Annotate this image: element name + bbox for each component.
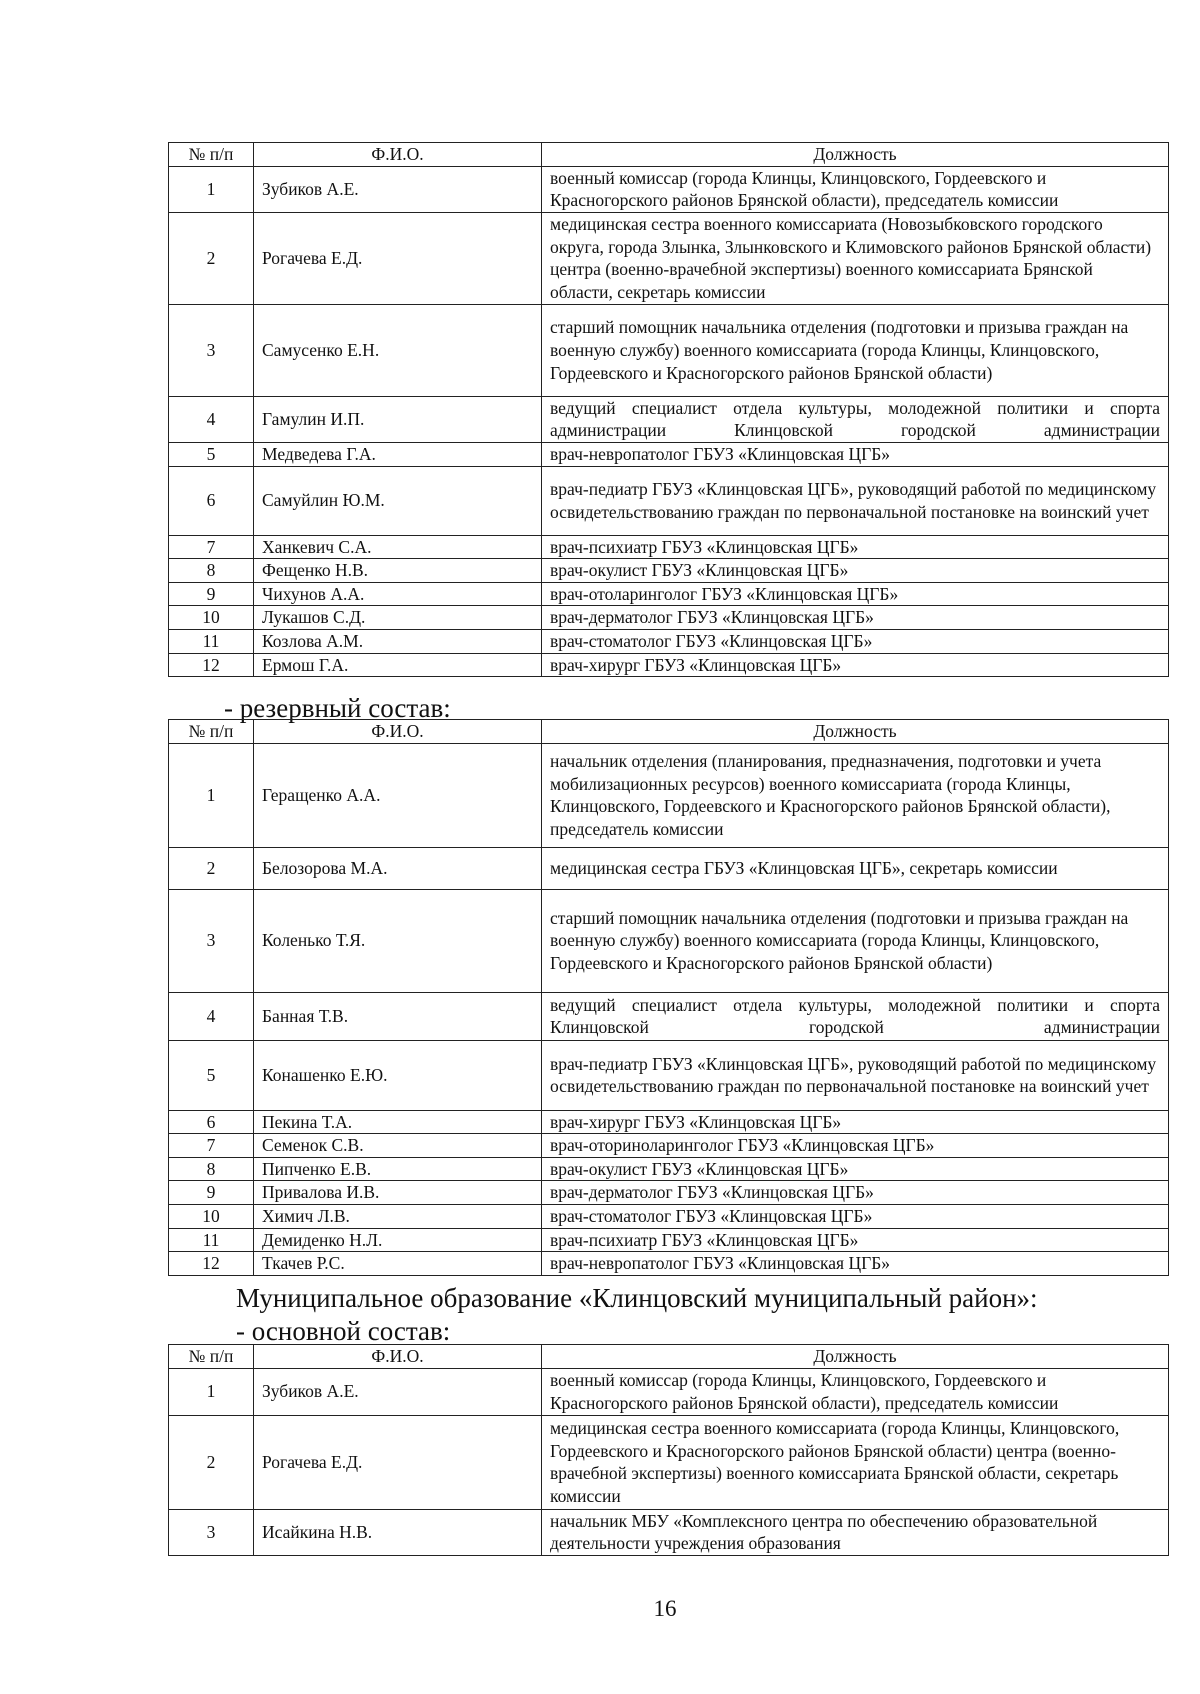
header-name: Ф.И.О. (254, 1345, 542, 1369)
row-num: 2 (169, 847, 254, 889)
header-name: Ф.И.О. (254, 143, 542, 167)
row-name: Гамулин И.П. (254, 396, 542, 442)
row-num: 6 (169, 1110, 254, 1134)
row-name: Зубиков А.Е. (254, 166, 542, 212)
row-position: врач-невропатолог ГБУЗ «Клинцовская ЦГБ» (542, 442, 1169, 466)
header-position: Должность (542, 143, 1169, 167)
row-name: Демиденко Н.Л. (254, 1228, 542, 1252)
row-num: 12 (169, 1252, 254, 1276)
row-position: врач-окулист ГБУЗ «Клинцовская ЦГБ» (542, 559, 1169, 583)
table-row (169, 1368, 1169, 1415)
header-position: Должность (542, 720, 1169, 744)
table-row (169, 1204, 1169, 1228)
table-row (169, 1228, 1169, 1252)
row-num: 1 (169, 1368, 254, 1415)
row-num: 11 (169, 1228, 254, 1252)
header-num: № п/п (169, 1345, 254, 1369)
commission-main-table (168, 142, 1169, 677)
table-row (169, 743, 1169, 847)
table-row (169, 535, 1169, 559)
table-row (169, 1252, 1169, 1276)
row-position: военный комиссар (города Клинцы, Клинцовского, Гордеевского и Красногорского районов Брянской области), председатель комиссии (542, 166, 1169, 212)
main-composition-heading: - основной состав: (236, 1316, 451, 1346)
municipality-heading: Муниципальное образование «Клинцовский муниципальный район»: (236, 1283, 1038, 1313)
row-position: врач-дерматолог ГБУЗ «Клинцовская ЦГБ» (542, 606, 1169, 630)
row-position: врач-хирург ГБУЗ «Клинцовская ЦГБ» (542, 1110, 1169, 1134)
table-row (169, 166, 1169, 212)
row-name: Исайкина Н.В. (254, 1509, 542, 1555)
row-name: Чихунов А.А. (254, 582, 542, 606)
row-num: 9 (169, 1181, 254, 1205)
row-num: 5 (169, 1040, 254, 1110)
row-position: начальник отделения (планирования, предназначения, подготовки и учета мобилизационных ресурсов) военного комиссариата (города Клинцы, Клинцовского, Гордеевского и Красногорского районов Брянской области), председатель комиссии (542, 743, 1169, 847)
row-position: военный комиссар (города Клинцы, Клинцовского, Гордеевского и Красногорского районов Брянской области), председатель комиссии (542, 1368, 1169, 1415)
row-name: Банная Т.В. (254, 992, 542, 1040)
table-row (169, 629, 1169, 653)
table-header-row (169, 1345, 1169, 1369)
row-num: 5 (169, 442, 254, 466)
table-row (169, 653, 1169, 677)
row-position: врач-стоматолог ГБУЗ «Клинцовская ЦГБ» (542, 629, 1169, 653)
row-name: Ермош Г.А. (254, 653, 542, 677)
row-name: Пипченко Е.В. (254, 1157, 542, 1181)
row-name: Самуйлин Ю.М. (254, 466, 542, 535)
table-row (169, 304, 1169, 396)
row-position: врач-психиатр ГБУЗ «Клинцовская ЦГБ» (542, 1228, 1169, 1252)
table-row (169, 442, 1169, 466)
row-position: врач-дерматолог ГБУЗ «Клинцовская ЦГБ» (542, 1181, 1169, 1205)
row-name: Самусенко Е.Н. (254, 304, 542, 396)
header-position: Должность (542, 1345, 1169, 1369)
row-name: Фещенко Н.В. (254, 559, 542, 583)
commission-reserve-table (168, 719, 1169, 1276)
header-name: Ф.И.О. (254, 720, 542, 744)
row-position: врач-окулист ГБУЗ «Клинцовская ЦГБ» (542, 1157, 1169, 1181)
table-row (169, 1509, 1169, 1555)
table-row (169, 606, 1169, 630)
row-position: врач-педиатр ГБУЗ «Клинцовская ЦГБ», руководящий работой по медицинскому освидетельствованию граждан по первоначальной постановке на воинский учет (542, 1040, 1169, 1110)
district-commission-table (168, 1344, 1169, 1556)
row-name: Пекина Т.А. (254, 1110, 542, 1134)
row-position: врач-невропатолог ГБУЗ «Клинцовская ЦГБ» (542, 1252, 1169, 1276)
row-name: Коленько Т.Я. (254, 889, 542, 992)
table-row (169, 1181, 1169, 1205)
table-row (169, 847, 1169, 889)
row-name: Конашенко Е.Ю. (254, 1040, 542, 1110)
row-name: Зубиков А.Е. (254, 1368, 542, 1415)
table-row (169, 212, 1169, 304)
row-position: врач-хирург ГБУЗ «Клинцовская ЦГБ» (542, 653, 1169, 677)
table-row (169, 582, 1169, 606)
row-position: старший помощник начальника отделения (подготовки и призыва граждан на военную службу) военного комиссариата (города Клинцы, Клинцовского, Гордеевского и Красногорского районов Брянской области) (542, 889, 1169, 992)
row-num: 8 (169, 1157, 254, 1181)
row-name: Козлова А.М. (254, 629, 542, 653)
row-num: 3 (169, 304, 254, 396)
row-position: начальник МБУ «Комплексного центра по обеспечению образовательной деятельности учреждения образования (542, 1509, 1169, 1555)
table-row (169, 466, 1169, 535)
row-name: Химич Л.В. (254, 1204, 542, 1228)
row-num: 3 (169, 1509, 254, 1555)
table-row (169, 889, 1169, 992)
row-position: ведущий специалист отдела культуры, молодежной политики и спорта Клинцовской городской администрации (542, 992, 1169, 1040)
row-position: медицинская сестра ГБУЗ «Клинцовская ЦГБ», секретарь комиссии (542, 847, 1169, 889)
row-name: Рогачева Е.Д. (254, 212, 542, 304)
table-row (169, 1134, 1169, 1158)
table-row (169, 1157, 1169, 1181)
row-num: 1 (169, 743, 254, 847)
table-row (169, 1415, 1169, 1509)
row-num: 2 (169, 212, 254, 304)
row-num: 6 (169, 466, 254, 535)
row-position: врач-оториноларинголог ГБУЗ «Клинцовская ЦГБ» (542, 1134, 1169, 1158)
row-name: Семенок С.В. (254, 1134, 542, 1158)
table-header-row (169, 720, 1169, 744)
row-name: Лукашов С.Д. (254, 606, 542, 630)
row-position: врач-стоматолог ГБУЗ «Клинцовская ЦГБ» (542, 1204, 1169, 1228)
row-num: 4 (169, 992, 254, 1040)
page-number: 16 (653, 1596, 677, 1621)
table-row (169, 396, 1169, 442)
row-name: Белозорова М.А. (254, 847, 542, 889)
row-position: медицинская сестра военного комиссариата (Новозыбковского городского округа, города Злынка, Злынковского и Климовского районов Брянской области) центра (военно-врачебной экспертизы) военного комиссариата Брянской области, секретарь комиссии (542, 212, 1169, 304)
reserve-composition-heading: - резервный состав: (224, 693, 451, 723)
row-position: ведущий специалист отдела культуры, молодежной политики и спорта администрации Клинцовской городской администрации (542, 396, 1169, 442)
row-name: Медведева Г.А. (254, 442, 542, 466)
header-num: № п/п (169, 720, 254, 744)
table-header-row (169, 143, 1169, 167)
row-num: 12 (169, 653, 254, 677)
table-row (169, 1110, 1169, 1134)
row-position: врач-психиатр ГБУЗ «Клинцовская ЦГБ» (542, 535, 1169, 559)
table-row (169, 992, 1169, 1040)
row-num: 3 (169, 889, 254, 992)
row-num: 10 (169, 1204, 254, 1228)
row-name: Ткачев Р.С. (254, 1252, 542, 1276)
row-num: 8 (169, 559, 254, 583)
table-row (169, 559, 1169, 583)
row-num: 10 (169, 606, 254, 630)
row-position: врач-педиатр ГБУЗ «Клинцовская ЦГБ», руководящий работой по медицинскому освидетельствованию граждан по первоначальной постановке на воинский учет (542, 466, 1169, 535)
row-name: Геращенко А.А. (254, 743, 542, 847)
header-num: № п/п (169, 143, 254, 167)
row-name: Ханкевич С.А. (254, 535, 542, 559)
row-num: 9 (169, 582, 254, 606)
row-num: 11 (169, 629, 254, 653)
table-row (169, 1040, 1169, 1110)
row-num: 7 (169, 1134, 254, 1158)
row-position: старший помощник начальника отделения (подготовки и призыва граждан на военную службу) военного комиссариата (города Клинцы, Клинцовского, Гордеевского и Красногорского районов Брянской области) (542, 304, 1169, 396)
row-position: медицинская сестра военного комиссариата (города Клинцы, Клинцовского, Гордеевского и Красногорского районов Брянской области) центра (военно-врачебной экспертизы) военного комиссариата Брянской области, секретарь комиссии (542, 1415, 1169, 1509)
row-num: 1 (169, 166, 254, 212)
row-num: 4 (169, 396, 254, 442)
row-name: Рогачева Е.Д. (254, 1415, 542, 1509)
row-num: 7 (169, 535, 254, 559)
row-position: врач-отоларинголог ГБУЗ «Клинцовская ЦГБ» (542, 582, 1169, 606)
row-num: 2 (169, 1415, 254, 1509)
row-name: Привалова И.В. (254, 1181, 542, 1205)
